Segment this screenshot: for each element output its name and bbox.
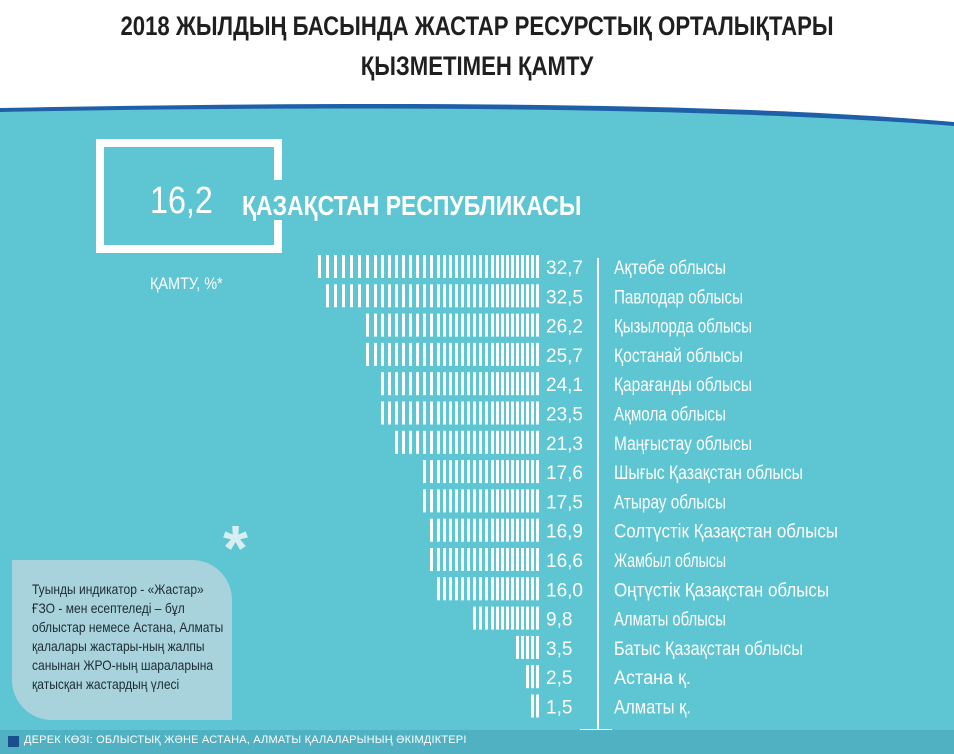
- national-label: ҚАЗАҚСТАН РЕСПУБЛИКАСЫ: [242, 190, 582, 221]
- value-label-0: 32,7: [546, 258, 583, 279]
- value-label-7: 17,6: [546, 463, 583, 485]
- value-label-12: 9,8: [546, 609, 573, 631]
- coverage-axis-label: ҚАМТУ, %*: [150, 274, 223, 293]
- category-label-15: Алматы қ.: [614, 697, 691, 719]
- bar-14: [526, 665, 539, 688]
- bar-7: [423, 460, 539, 483]
- category-label-14: Астана қ.: [614, 668, 691, 690]
- national-value: 16,2: [150, 180, 213, 222]
- bar-0: [318, 255, 539, 278]
- bar-5: [381, 402, 539, 425]
- bar-3: [366, 343, 539, 366]
- category-label-7: Шығыс Қазақстан облысы: [614, 463, 803, 485]
- value-label-4: 24,1: [546, 375, 583, 397]
- bar-2: [366, 314, 539, 337]
- value-label-13: 3,5: [546, 638, 573, 660]
- bar-12: [473, 607, 539, 630]
- bar-6: [395, 431, 539, 454]
- category-label-11: Оңтүстік Қазақстан облысы: [614, 580, 829, 602]
- title-line-1: 2018 ЖЫЛДЫҢ БАСЫНДА ЖАСТАР РЕСУРСТЫҚ ОРТАЛЫҚТАРЫ: [120, 11, 834, 41]
- category-label-0: Ақтөбе облысы: [614, 258, 726, 279]
- value-label-14: 2,5: [546, 668, 573, 690]
- source-square-icon: [8, 736, 19, 747]
- category-label-13: Батыс Қазақстан облысы: [614, 638, 803, 660]
- category-label-10: Жамбыл облысы: [614, 551, 726, 572]
- source-footer: [0, 730, 954, 754]
- source-text: ДЕРЕК КӨЗІ: ОБЛЫСТЫҚ ЖӘНЕ АСТАНА, АЛМАТЫ ҚАЛАЛАРЫНЫҢ ӘКІМДІКТЕРІ: [24, 734, 467, 746]
- category-label-8: Атырау облысы: [614, 492, 726, 514]
- value-label-10: 16,6: [546, 551, 583, 572]
- category-label-4: Қарағанды облысы: [614, 375, 752, 397]
- value-label-5: 23,5: [546, 404, 583, 426]
- category-label-9: Солтүстік Қазақстан облысы: [614, 521, 838, 543]
- value-label-11: 16,0: [546, 580, 583, 602]
- category-label-5: Ақмола облысы: [614, 404, 726, 426]
- value-label-2: 26,2: [546, 316, 583, 338]
- note-box: [12, 560, 232, 720]
- bar-1: [326, 284, 539, 307]
- category-label-2: Қызылорда облысы: [614, 316, 752, 338]
- note-text: Туынды индикатор - «Жастар» ҒЗО - мен есептеледі – бұл облыстар немесе Астана, Алматы қалалары жастары-ның жалпы санынан ЖРО-ның шараларына қатысқан жастардың үлесі: [32, 581, 224, 692]
- value-label-9: 16,9: [546, 521, 583, 543]
- category-label-6: Маңғыстау облысы: [614, 433, 752, 455]
- value-label-3: 25,7: [546, 345, 583, 367]
- bar-10: [430, 548, 539, 571]
- bar-15: [531, 695, 539, 718]
- value-label-1: 32,5: [546, 287, 583, 309]
- category-label-12: Алматы облысы: [614, 609, 726, 631]
- category-label-1: Павлодар облысы: [614, 287, 743, 309]
- value-label-6: 21,3: [546, 433, 583, 455]
- bar-11: [437, 577, 539, 600]
- bar-4: [381, 372, 539, 395]
- bar-9: [430, 519, 539, 542]
- value-label-8: 17,5: [546, 492, 583, 514]
- asterisk-icon: *: [223, 512, 248, 584]
- title-line-2: ҚЫЗМЕТІМЕН ҚАМТУ: [360, 51, 594, 81]
- category-label-3: Қостанай облысы: [614, 345, 743, 367]
- value-label-15: 1,5: [546, 697, 573, 719]
- bar-13: [516, 636, 539, 659]
- bar-8: [423, 489, 539, 512]
